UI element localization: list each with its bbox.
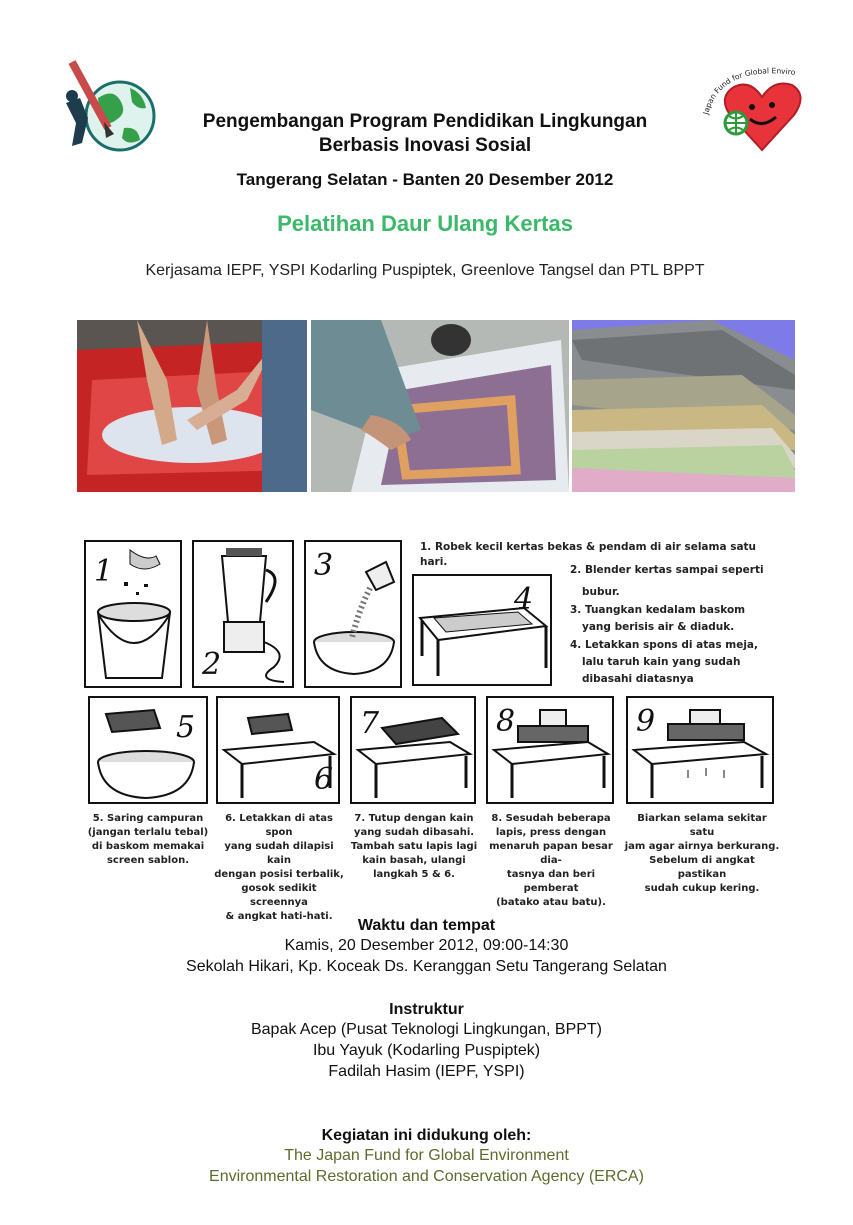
step-9-caption: Biarkan selama sekitar satu jam agar airnya berkurang. Sebelum di angkat pastikan sudah cukup kering. [624,813,780,894]
instructors-section [40,1001,813,1082]
step-7-panel [350,696,476,804]
step-2-instruction: 2. Blender kertas sampai seperti [570,564,764,576]
logo-text: Japan Fund for Global Enviro [701,66,796,116]
step-4-instruction: 4. Letakkan spons di atas meja, [570,639,759,651]
step-number-7: 7 [360,706,380,741]
step-4-instruction-cont: lalu taruh kain yang sudah [582,656,741,668]
sponsors-heading: Kegiatan ini didukung oleh: [321,1127,532,1144]
step-8-caption: 8. Sesudah beberapa lapis, press dengan menaruh papan besar dia- tasnya dan beri pemberat (batako atau batu). [489,813,613,908]
instructors-heading: Instruktur [389,1001,464,1018]
paper-recycling-steps [80,530,780,922]
schedule-section [40,917,813,977]
step-3-instruction-cont: yang berisis air & diaduk. [582,621,735,633]
step-4-instruction-end: dibasahi diatasnya [582,673,694,685]
schedule-location: Sekolah Hikari, Kp. Koceak Ds. Keranggan Setu Tangerang Selatan [186,958,667,975]
page-title [120,110,730,158]
event-subtitle: Tangerang Selatan - Banten 20 Desember 2012 [236,170,614,189]
schedule-heading: Waktu dan tempat [357,917,496,934]
instructor-name: Bapak Acep (Pusat Teknologi Lingkungan, BPPT) [250,1021,603,1038]
step-8-panel [486,696,614,804]
schedule-datetime: Kamis, 20 Desember 2012, 09:00-14:30 [284,937,569,954]
photo-recycled-paper-stack [572,320,795,492]
instructor-name: Fadilah Hasim (IEPF, YSPI) [328,1063,525,1080]
partners-line: Kerjasama IEPF, YSPI Kodarling Puspiptek, Greenlove Tangsel dan PTL BPPT [145,262,705,279]
step-2-instruction-cont: bubur. [582,586,620,598]
sponsor-name: Environmental Restoration and Conservation Agency (ERCA) [209,1168,644,1185]
workshop-title: Pelatihan Daur Ulang Kertas [277,211,573,236]
sponsor-name: The Japan Fund for Global Environment [284,1147,569,1164]
title-line-2: Berbasis Inovasi Sosial [318,135,532,156]
title-line-1: Pengembangan Program Pendidikan Lingkungan [202,111,648,132]
step-3-panel [304,540,402,688]
step-number-2: 2 [202,647,222,682]
step-3-instruction: 3. Tuangkan kedalam baskom [570,604,746,616]
step-5-caption: 5. Saring campuran (jangan terlalu tebal) di baskom memakai screen sablon. [87,813,209,866]
step-1-panel [84,540,182,688]
step-4-panel [412,574,552,686]
photo-screen-frame [311,320,569,492]
step-number-3: 3 [314,548,334,583]
step-number-5: 5 [176,710,196,745]
step-number-4: 4 [514,582,534,617]
step-number-6: 6 [314,762,334,797]
step-2-panel [192,540,294,688]
step-6-caption: 6. Letakkan di atas spon yang sudah dilapisi kain dengan posisi terbalik, gosok sedikit screennya & angkat hati-hati. [214,813,344,922]
step-7-caption: 7. Tutup dengan kain yang sudah dibasahi. Tambah satu lapis lagi kain basah, ulangi langkah 5 & 6. [350,813,478,880]
step-number-9: 9 [636,704,656,739]
instructor-name: Ibu Yayuk (Kodarling Puspiptek) [312,1042,541,1059]
step-number-1: 1 [94,554,114,589]
step-1-instruction: 1. Robek kecil kertas bekas & pendam di air selama satu hari. [420,541,757,568]
step-number-8: 8 [496,704,516,739]
step-6-panel [216,696,340,804]
step-5-panel [88,696,208,804]
step-9-panel [626,696,774,804]
sponsors-section [40,1127,813,1187]
photo-hands-in-basin [77,320,307,492]
